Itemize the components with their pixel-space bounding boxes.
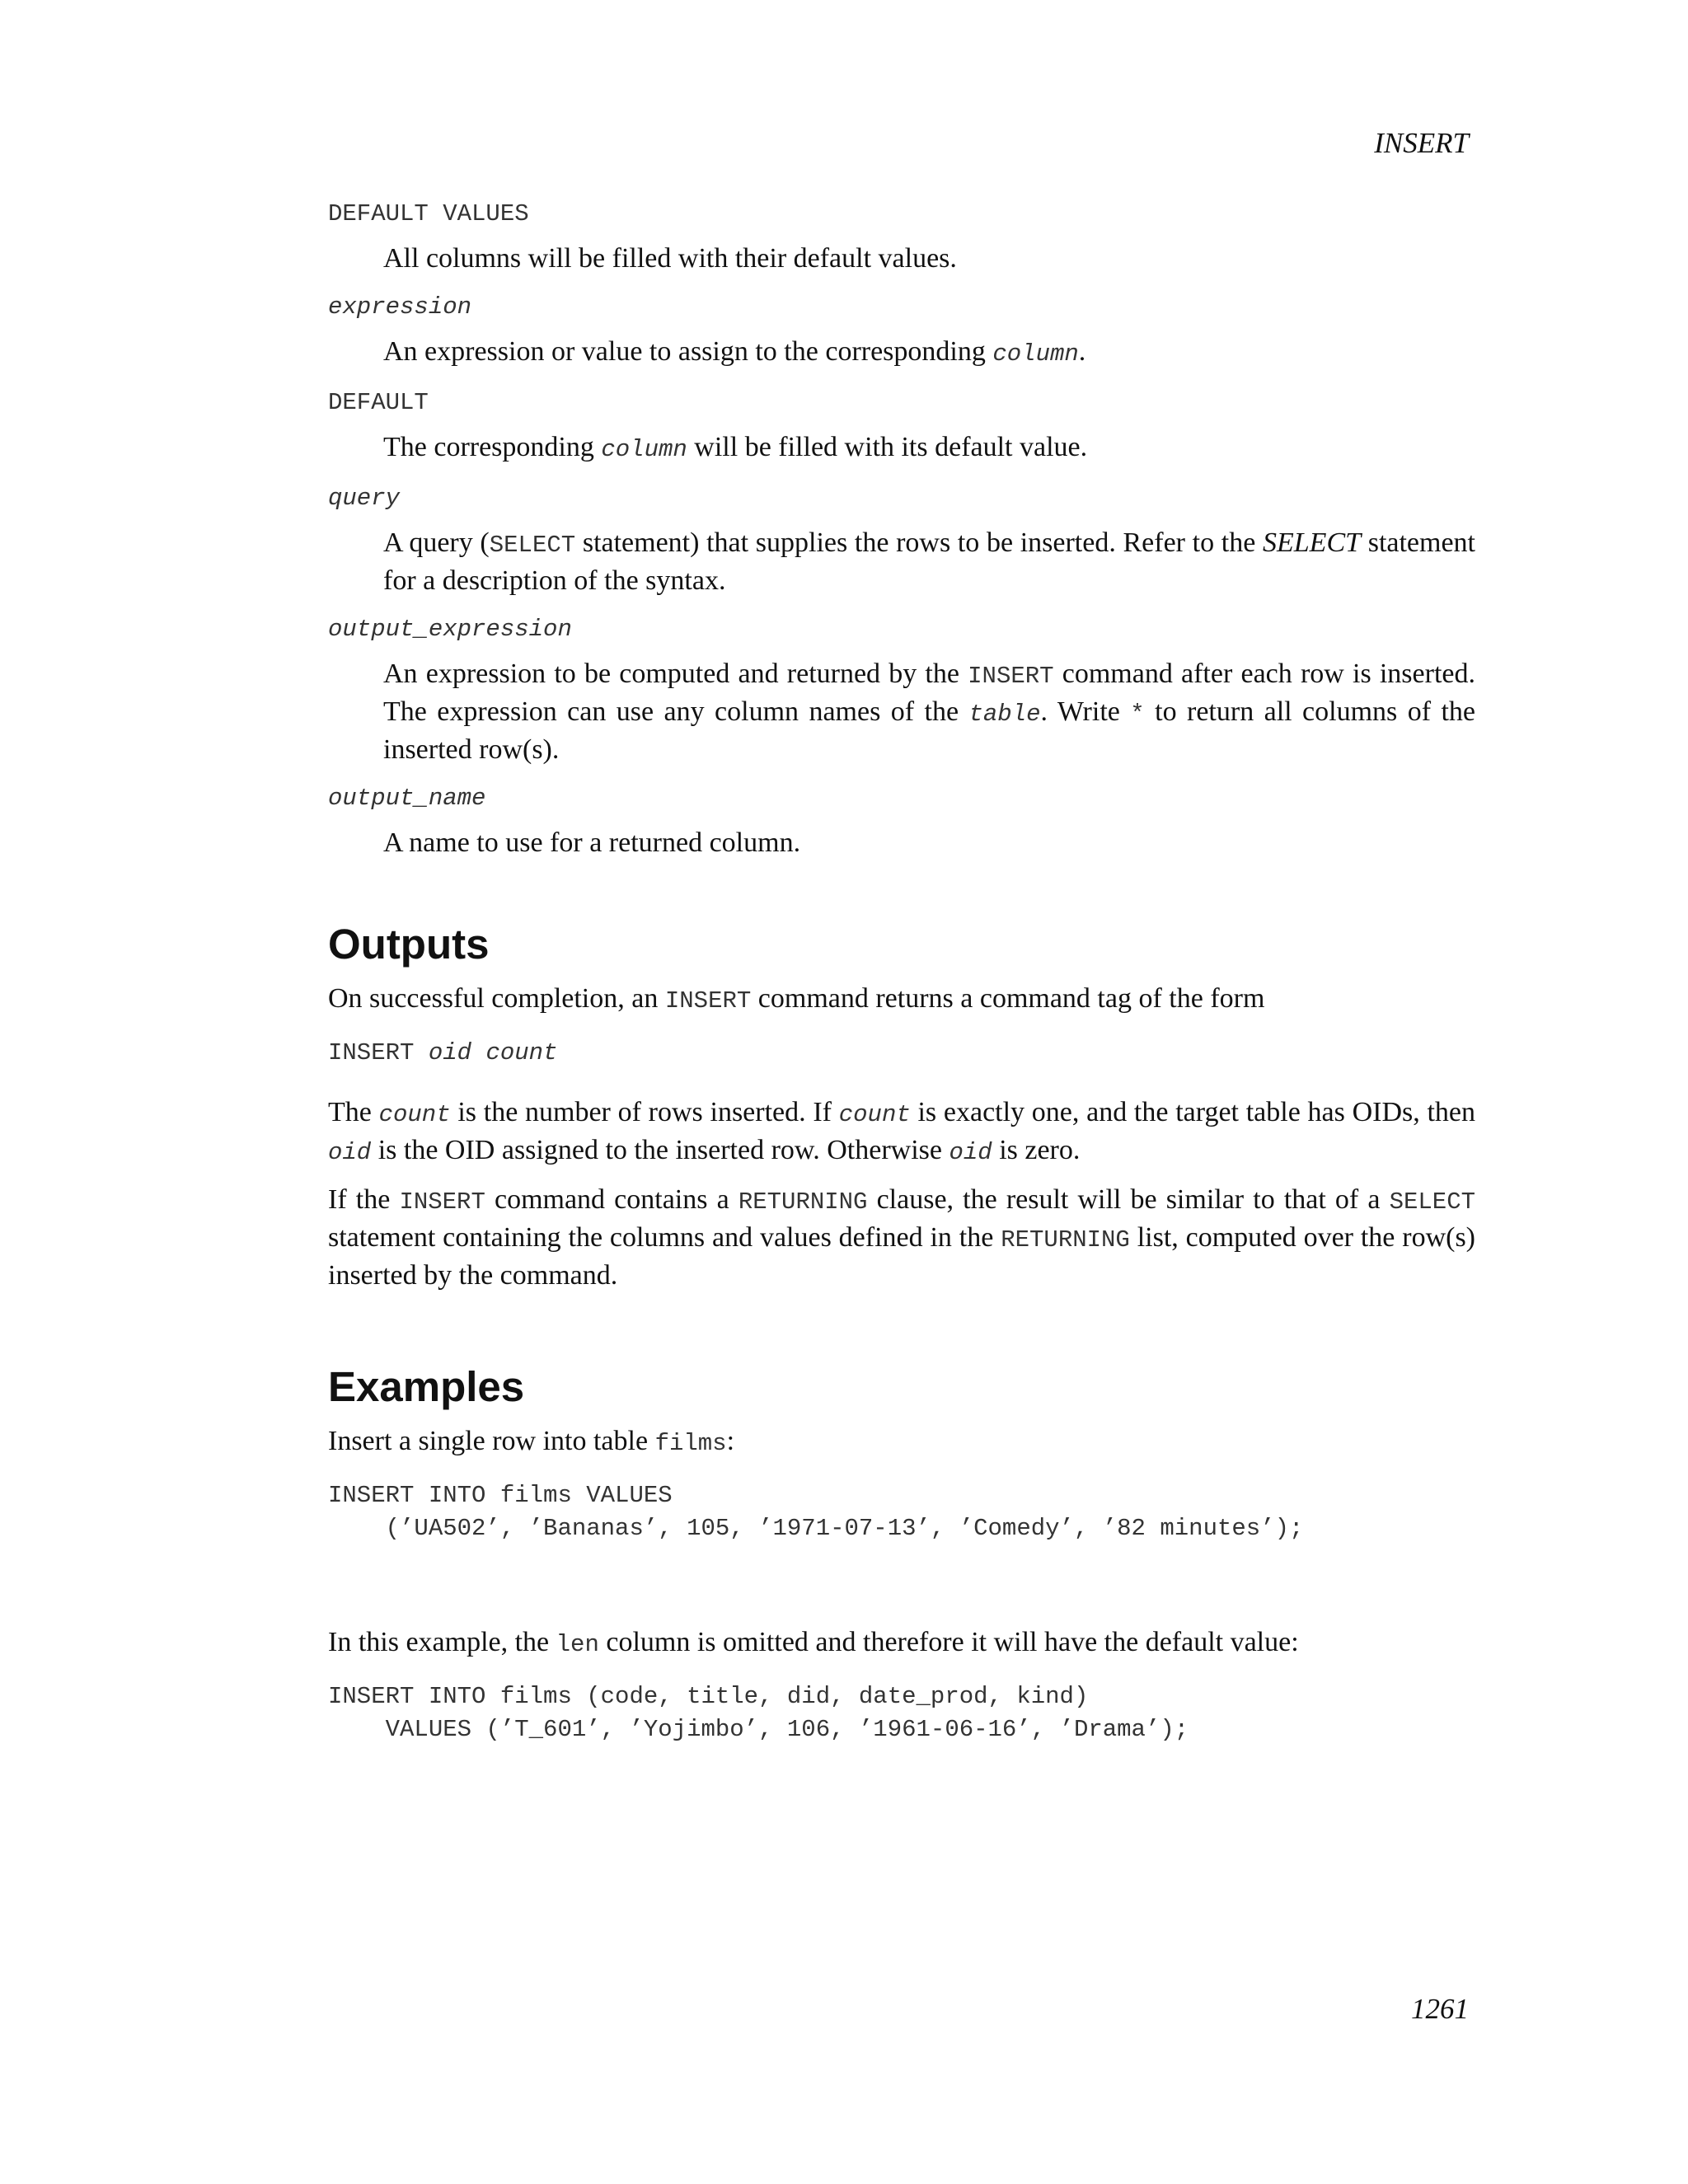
- outputs-count-paragraph: The count is the number of rows inserted. If count is exactly one, and the target table has OIDs, then oid is the OID assigned to the inserted row. Otherwise oid is zero.: [328, 1097, 1475, 1166]
- section-heading-outputs: Outputs: [328, 921, 490, 968]
- param-term-output-expression: output_expression: [328, 616, 572, 643]
- param-term-default: DEFAULT: [328, 389, 429, 416]
- param-desc-query: A query (SELECT statement) that supplies the rows to be inserted. Refer to the SELECT statement for a description of the syntax.: [383, 527, 1476, 596]
- inline-code: INSERT: [968, 663, 1054, 690]
- example-2-text: In this example, the len column is omitted and therefore it will have the default value:: [328, 1627, 1299, 1658]
- param-desc-output-expression: An expression to be computed and returned by the INSERT command after each row is inserted. The expression can use any column names of the table. Write * to return all columns of the inserted row(s).: [383, 658, 1475, 765]
- example-2-code-block: INSERT INTO films (code, title, did, date_prod, kind) VALUES (’T_601’, ’Yojimbo’, 106, ’1961-06-16’, ’Drama’);: [328, 1683, 1189, 1743]
- example-1-text: Insert a single row into table films:: [328, 1426, 735, 1457]
- inline-code: RETURNING: [738, 1188, 868, 1216]
- inline-code: table: [968, 701, 1041, 728]
- param-term-expression: expression: [328, 293, 472, 321]
- param-term-query: query: [328, 485, 401, 512]
- param-term-output-name: output_name: [328, 785, 486, 812]
- inline-code: len: [556, 1631, 599, 1658]
- running-header: INSERT: [1374, 127, 1469, 159]
- param-desc-expression: An expression or value to assign to the corresponding column.: [383, 336, 1086, 368]
- outputs-returning-paragraph: If the INSERT command contains a RETURNING clause, the result will be similar to that of a SELECT statement containing the columns and values defined in the RETURNING list, computed over the row(s) inserted by the command.: [328, 1184, 1476, 1291]
- param-desc-default: The corresponding column will be filled with its default value.: [383, 432, 1088, 463]
- inline-code: SELECT: [1389, 1188, 1476, 1216]
- inline-code: films: [654, 1430, 727, 1457]
- select-reference: SELECT: [1263, 527, 1362, 558]
- inline-code: column: [601, 436, 687, 463]
- inline-code: *: [1130, 701, 1145, 728]
- outputs-intro: On successful completion, an INSERT command returns a command tag of the form: [328, 983, 1265, 1015]
- inline-code: RETURNING: [1001, 1226, 1130, 1254]
- param-desc-output-name: A name to use for a returned column.: [383, 827, 801, 858]
- inline-code: column: [992, 340, 1079, 368]
- inline-code: oid: [949, 1139, 992, 1166]
- page-number: 1261: [1411, 1993, 1469, 2025]
- page-content: [328, 198, 1475, 1746]
- command-tag-block: INSERT oid count: [328, 1039, 558, 1066]
- inline-code: INSERT: [664, 987, 752, 1015]
- section-heading-examples: Examples: [328, 1363, 525, 1410]
- inline-code: SELECT: [489, 532, 576, 559]
- example-1-code-block: INSERT INTO films VALUES (’UA502’, ’Bananas’, 105, ’1971-07-13’, ’Comedy’, ’82 minutes’);: [328, 1482, 1304, 1542]
- inline-code: oid: [328, 1139, 372, 1166]
- inline-code: count: [378, 1101, 451, 1128]
- param-desc-default-values: All columns will be filled with their default values.: [383, 243, 957, 274]
- inline-code: INSERT: [399, 1188, 485, 1216]
- param-term-default-values: DEFAULT VALUES: [328, 200, 529, 227]
- inline-code: count: [838, 1101, 911, 1128]
